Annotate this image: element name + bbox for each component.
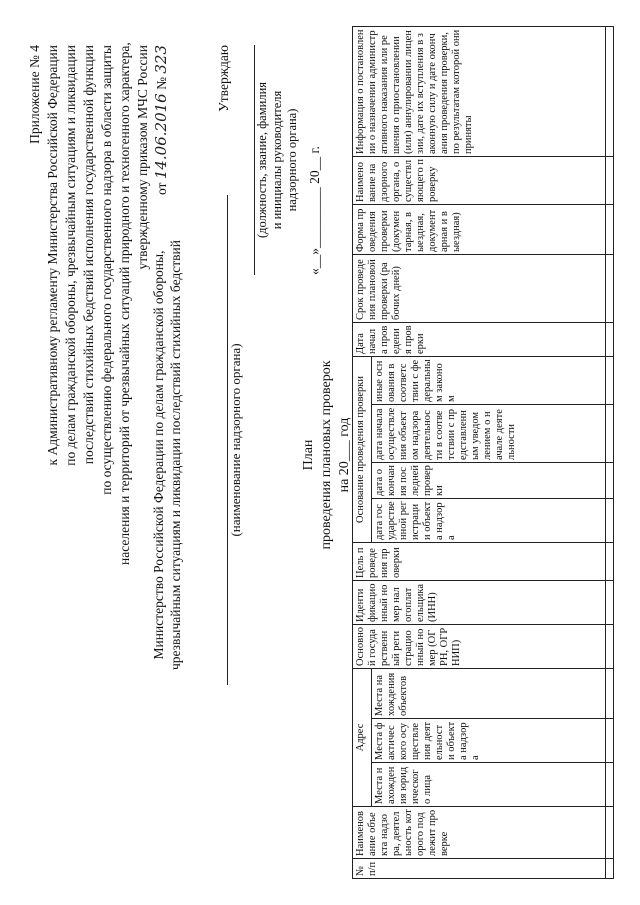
order-ref: от 14.06.2016 № 323 (152, 45, 170, 196)
handwritten-order-number: 323 (152, 45, 170, 74)
ministry-header (150, 125, 184, 785)
col-basis-reg: дата государственной регистрации объекта надзора (372, 499, 606, 543)
plan-year: на 20___ год (337, 417, 352, 493)
col-basis-group: Основание проведения проверки (353, 357, 372, 543)
plan-title: План (301, 439, 316, 471)
col-basis-last: дата окончания последней проверки (372, 463, 606, 499)
table-row (606, 27, 614, 879)
col-address-group: Адрес (353, 669, 372, 807)
col-basis-start: дата начала осуществления объектом надзора деятельности в соответствии с представленным уведомлением о начале деятельности (372, 405, 606, 463)
col-ogrn: Основной государственный регистрационный номер (ОГРН, ОГРНИП) (353, 625, 606, 669)
col-basis-other: иные основания в соответствии с федеральным законом (372, 357, 606, 405)
col-addr-legal: Места нахождения юридического лица (372, 763, 606, 807)
org-caption: (наименование надзорного органа) (228, 343, 243, 537)
approval-caption-2: и инициалы руководителя (270, 90, 284, 230)
appendix-line: Приложение № 4 (27, 45, 42, 144)
appendix-line: по делам гражданской обороны, чрезвычайным ситуациям и ликвидации (63, 45, 78, 466)
approval-caption-3: надзорного органа) (285, 108, 299, 212)
col-num: № п/п (353, 859, 606, 879)
ministry-line: чрезвычайным ситуациям и ликвидации последствий стихийных бедствий (168, 239, 183, 671)
table-header-row (353, 27, 372, 879)
appendix-line: последствий стихийных бедствий исполнения государственной функции (81, 45, 96, 465)
inspections-table (352, 26, 614, 879)
col-addr-actual: Места фактического осуществления деятельности объекта надзора (372, 719, 606, 763)
col-agency: Наименование надзорного органа, осуществляющего проверку (353, 157, 606, 205)
appendix-line: к Административному регламенту Министерства Российской Федерации (45, 45, 60, 466)
col-inn: Идентификационный номер налогоплательщика (ИНН) (353, 581, 606, 625)
col-form: Форма проведения проверки (документарная, выездная, документарная и выездная) (353, 205, 606, 255)
col-start-date: Дата начала проведения проверки (353, 323, 606, 357)
appendix-line: по осуществлению федерального государственного надзора в области защиты (99, 45, 114, 495)
col-duration: Срок проведения плановой проверки (рабочих дней) (353, 255, 606, 323)
col-addr-objects: Места нахождения объектов (372, 669, 606, 719)
approval-title: Утверждаю (216, 45, 231, 112)
col-info: Информация о постановлении о назначении административного наказания или решения о приостановлении (или) аннулировании лицензии, дате их вступления в законную силу и дате окончания проведения проверки, по результатам которой они приняты (353, 27, 606, 157)
ministry-line: Министерство Российской Федерации по делам гражданской обороны, (151, 250, 166, 660)
org-name-line (213, 195, 228, 685)
approval-date: «__»_________ 20__ г. (307, 146, 322, 275)
appendix-line: населения и территорий от чрезвычайных ситуаций природного и техногенного характера, (117, 42, 132, 565)
appendix-line: утвержденному приказом МЧС России (135, 45, 150, 270)
col-purpose: Цель проведения проверки (353, 543, 606, 581)
plan-subtitle: проведения плановых проверок (319, 360, 334, 550)
approval-caption-1: (должность, звание, фамилия (255, 81, 269, 239)
handwritten-order-date: 14.06.2016 (152, 93, 170, 180)
col-name: Наименование объекта надзора, деятельность которого подлежит проверке (353, 807, 606, 859)
plan-heading (300, 255, 354, 655)
